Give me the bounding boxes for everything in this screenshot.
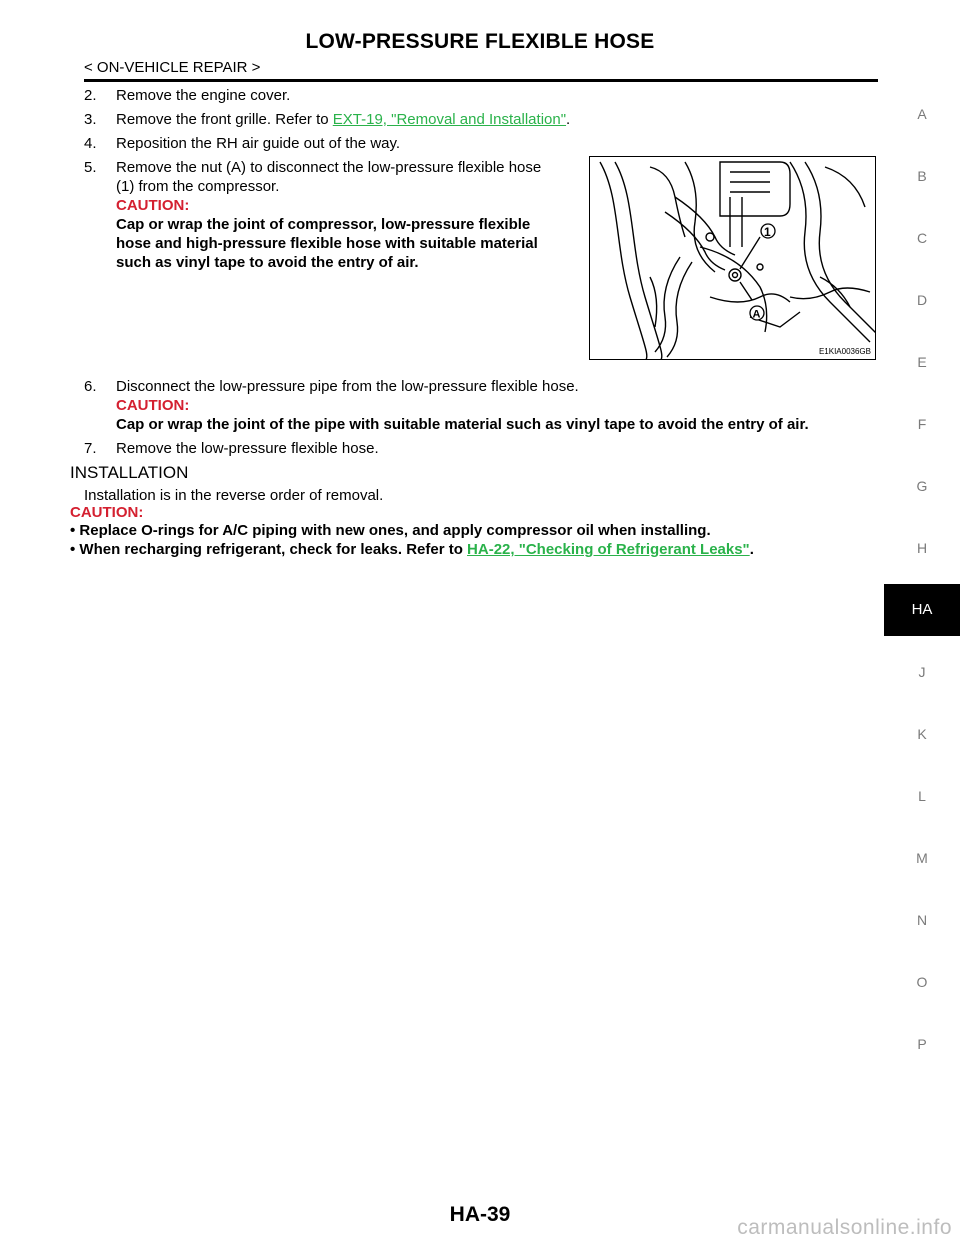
step-3 [84, 110, 570, 129]
section-tabs [884, 0, 960, 1242]
step-5-line2: (1) from the compressor. [116, 178, 280, 195]
caution-bullet-2 [70, 540, 754, 559]
tab-a[interactable]: A [917, 106, 927, 122]
callout-1-label: 1 [764, 225, 771, 239]
tab-h[interactable]: H [916, 540, 928, 556]
engine-drawing [590, 157, 876, 360]
callout-a-label: A [752, 308, 761, 321]
tab-k[interactable]: K [917, 726, 927, 742]
caution-label: CAUTION: [70, 504, 144, 521]
installation-heading: INSTALLATION [70, 463, 189, 482]
caution-text: Cap or wrap the joint of the pipe with suitable material such as vinyl tape to avoid the entry of air. [116, 416, 809, 433]
step-text: Remove the front grille. Refer to [116, 111, 333, 128]
tab-f[interactable]: F [917, 416, 927, 432]
tab-o[interactable]: O [916, 974, 928, 990]
step-2 [84, 86, 290, 105]
step-5 [84, 158, 541, 177]
tab-e[interactable]: E [917, 354, 927, 370]
tab-j[interactable]: J [918, 664, 926, 680]
ext-19-link[interactable]: EXT-19, "Removal and Installation" [332, 111, 567, 128]
tab-l[interactable]: L [918, 788, 926, 804]
page-title: LOW-PRESSURE FLEXIBLE HOSE [305, 30, 655, 53]
step-text: Remove the low-pressure flexible hose. [116, 440, 379, 457]
tab-m[interactable]: M [916, 850, 928, 866]
tab-b[interactable]: B [917, 168, 927, 184]
step-text: Disconnect the low-pressure pipe from the low-pressure flexible hose. [116, 378, 579, 395]
figure-id: E1KIA0036GB [818, 347, 871, 356]
ha-22-link[interactable]: HA-22, "Checking of Refrigerant Leaks" [467, 541, 750, 558]
step-number: 2. [84, 87, 97, 104]
header-rule [84, 79, 878, 82]
watermark: carmanualsonline.info [737, 1216, 952, 1239]
tab-c[interactable]: C [916, 230, 928, 246]
step-text: Remove the nut (A) to disconnect the low-pressure flexible hose [116, 159, 542, 176]
section-subtitle: < ON-VEHICLE REPAIR > [84, 59, 261, 76]
bullet-text: Replace O-rings for A/C piping with new ones, and apply compressor oil when installing. [79, 522, 711, 539]
page-number: HA-39 [449, 1203, 511, 1226]
step-6 [84, 377, 579, 396]
step-text: Reposition the RH air guide out of the way. [116, 135, 401, 152]
step-number: 5. [84, 159, 97, 176]
bullet: • [70, 541, 80, 558]
tab-n[interactable]: N [916, 912, 928, 928]
step-number: 4. [84, 135, 97, 152]
step-4 [84, 134, 400, 153]
tab-ha[interactable]: HA [884, 584, 960, 636]
installation-text: Installation is in the reverse order of removal. [84, 487, 384, 504]
step-number: 3. [84, 111, 97, 128]
compressor-illustration [589, 156, 876, 360]
step-number: 6. [84, 378, 97, 395]
caution-text: such as vinyl tape to avoid the entry of air. [116, 254, 419, 271]
caution-bullet-1 [70, 521, 711, 540]
tab-d[interactable]: D [916, 292, 928, 308]
bullet-text-end: . [749, 541, 754, 558]
step-7 [84, 439, 379, 458]
caution-label: CAUTION: [116, 197, 190, 214]
caution-text: hose and high-pressure flexible hose with suitable material [116, 235, 538, 252]
bullet-text: When recharging refrigerant, check for leaks. Refer to [79, 541, 468, 558]
tab-g[interactable]: G [916, 478, 928, 494]
caution-text: Cap or wrap the joint of compressor, low-pressure flexible [116, 216, 531, 233]
step-text: Remove the engine cover. [116, 87, 291, 104]
step-text-end: . [566, 111, 571, 128]
bullet: • [70, 522, 80, 539]
step-number: 7. [84, 440, 97, 457]
caution-label: CAUTION: [116, 397, 190, 414]
tab-p[interactable]: P [917, 1036, 927, 1052]
